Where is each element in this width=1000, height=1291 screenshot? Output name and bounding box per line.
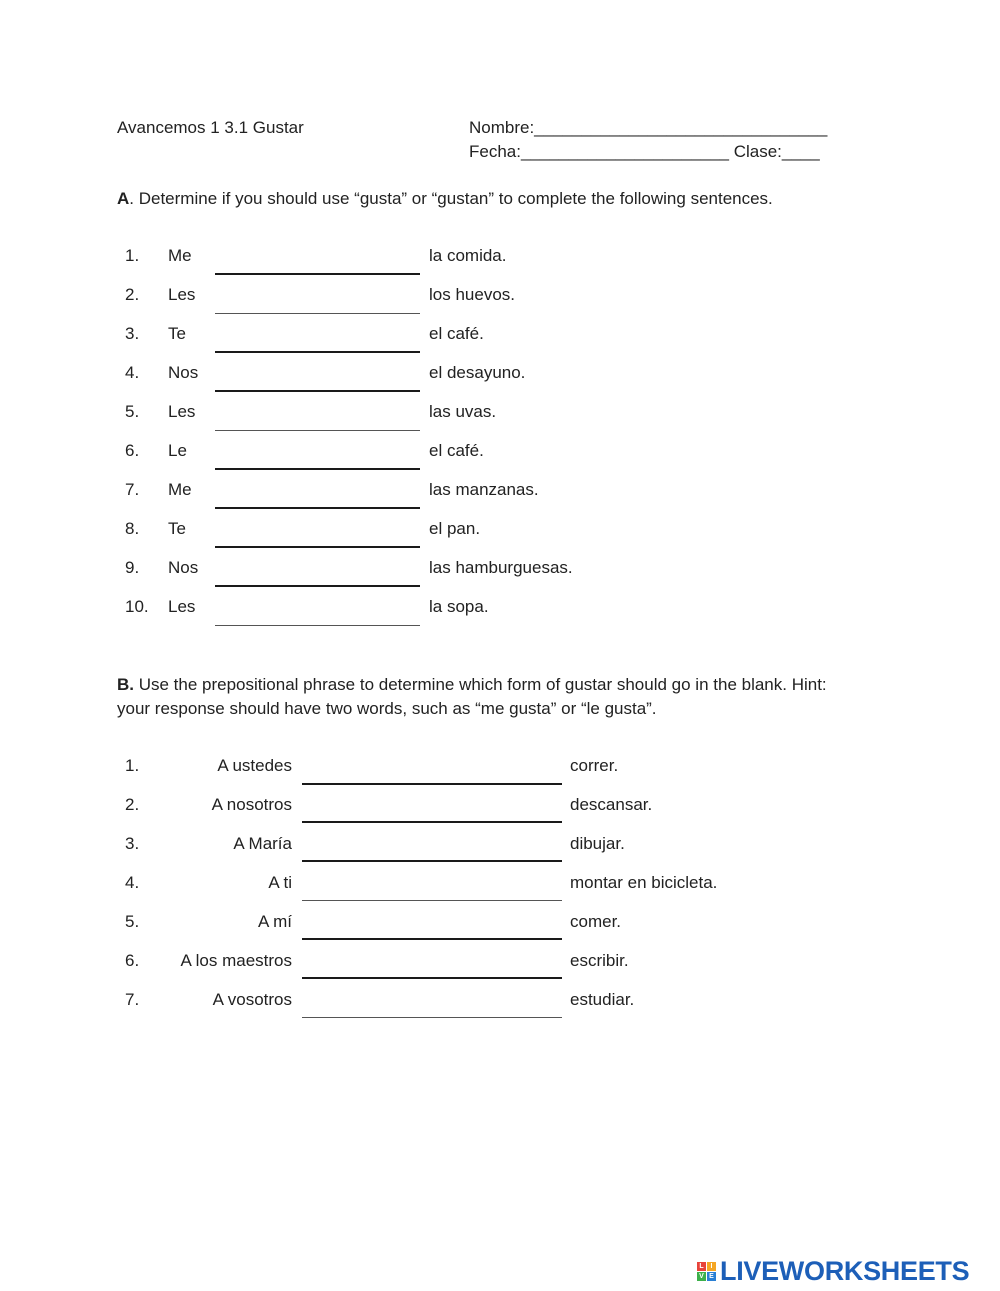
logo-tile: L — [697, 1262, 706, 1271]
item-number: 4. — [125, 363, 140, 382]
answer-blank[interactable] — [302, 900, 562, 901]
logo-tile: E — [707, 1272, 716, 1281]
item-pronoun: Me — [168, 480, 192, 499]
item-tail: escribir. — [570, 951, 629, 970]
item-phrase: A los maestros — [180, 951, 292, 970]
section-a-instruction — [117, 189, 773, 209]
answer-blank[interactable] — [302, 821, 562, 823]
item-number: 5. — [125, 402, 140, 421]
item-number: 6. — [125, 441, 140, 460]
answer-blank[interactable] — [302, 938, 562, 940]
item-phrase: A ti — [268, 873, 292, 892]
item-tail: las uvas. — [429, 402, 497, 421]
item-tail: correr. — [570, 756, 619, 775]
worksheet-title: Avancemos 1 3.1 Gustar — [117, 118, 304, 137]
item-tail: el café. — [429, 324, 484, 343]
answer-blank[interactable] — [215, 430, 420, 431]
item-tail: comer. — [570, 912, 622, 931]
item-pronoun: Me — [168, 246, 192, 265]
logo-text: LIVEWORKSHEETS — [720, 1255, 970, 1286]
item-pronoun: Les — [168, 285, 196, 304]
item-pronoun: Le — [168, 441, 187, 460]
item-phrase: A nosotros — [211, 795, 292, 814]
item-number: 9. — [125, 558, 140, 577]
item-number: 2. — [125, 795, 140, 814]
item-tail: las hamburguesas. — [429, 558, 573, 577]
item-tail: el pan. — [429, 519, 481, 538]
item-phrase: A ustedes — [217, 756, 292, 775]
answer-blank[interactable] — [215, 507, 420, 509]
section-b-text-line2: your response should have two words, such as “me gusta” or “le gusta”. — [117, 699, 657, 718]
item-number: 4. — [125, 873, 140, 892]
item-pronoun: Les — [168, 597, 196, 616]
logo-mark-icon — [697, 1262, 716, 1281]
answer-blank[interactable] — [215, 273, 420, 275]
answer-blank[interactable] — [215, 546, 420, 548]
item-tail: montar en bicicleta. — [570, 873, 718, 892]
section-a-text: . Determine if you should use “gusta” or “gustan” to complete the following sentences. — [129, 189, 773, 208]
answer-blank[interactable] — [215, 625, 420, 626]
item-number: 7. — [125, 480, 140, 499]
item-tail: el café. — [429, 441, 484, 460]
item-tail: estudiar. — [570, 990, 635, 1009]
item-phrase: A vosotros — [212, 990, 292, 1009]
item-number: 2. — [125, 285, 140, 304]
answer-blank[interactable] — [302, 783, 562, 785]
section-b-label: B. — [117, 675, 134, 694]
item-number: 1. — [125, 246, 140, 265]
item-pronoun: Les — [168, 402, 196, 421]
item-number: 10. — [125, 597, 149, 616]
fecha-clase-field: Fecha:______________________ Clase:____ — [469, 142, 820, 161]
answer-blank[interactable] — [302, 1017, 562, 1018]
item-tail: la comida. — [429, 246, 507, 265]
answer-blank[interactable] — [215, 585, 420, 587]
item-tail: las manzanas. — [429, 480, 539, 499]
section-b-text-line1: Use the prepositional phrase to determine which form of gustar should go in the blank. Hint: — [134, 675, 827, 694]
liveworksheets-logo — [697, 1257, 969, 1285]
item-tail: dibujar. — [570, 834, 625, 853]
item-number: 7. — [125, 990, 140, 1009]
item-pronoun: Te — [168, 324, 186, 343]
item-number: 1. — [125, 756, 140, 775]
answer-blank[interactable] — [215, 351, 420, 353]
item-tail: descansar. — [570, 795, 653, 814]
item-number: 3. — [125, 834, 140, 853]
item-number: 3. — [125, 324, 140, 343]
nombre-field: Nombre:_______________________________ — [469, 118, 828, 137]
answer-blank[interactable] — [302, 860, 562, 862]
item-tail: la sopa. — [429, 597, 489, 616]
section-b-instruction — [117, 675, 827, 695]
item-pronoun: Nos — [168, 558, 199, 577]
item-number: 6. — [125, 951, 140, 970]
answer-blank[interactable] — [215, 313, 420, 314]
item-tail: los huevos. — [429, 285, 515, 304]
item-phrase: A mí — [257, 912, 292, 931]
logo-tile: V — [697, 1272, 706, 1281]
item-number: 8. — [125, 519, 140, 538]
logo-tile: I — [707, 1262, 716, 1271]
item-pronoun: Nos — [168, 363, 199, 382]
answer-blank[interactable] — [215, 468, 420, 470]
item-number: 5. — [125, 912, 140, 931]
item-pronoun: Te — [168, 519, 186, 538]
item-tail: el desayuno. — [429, 363, 526, 382]
answer-blank[interactable] — [302, 977, 562, 979]
item-phrase: A María — [233, 834, 292, 853]
answer-blank[interactable] — [215, 390, 420, 392]
section-a-label: A — [117, 189, 130, 208]
